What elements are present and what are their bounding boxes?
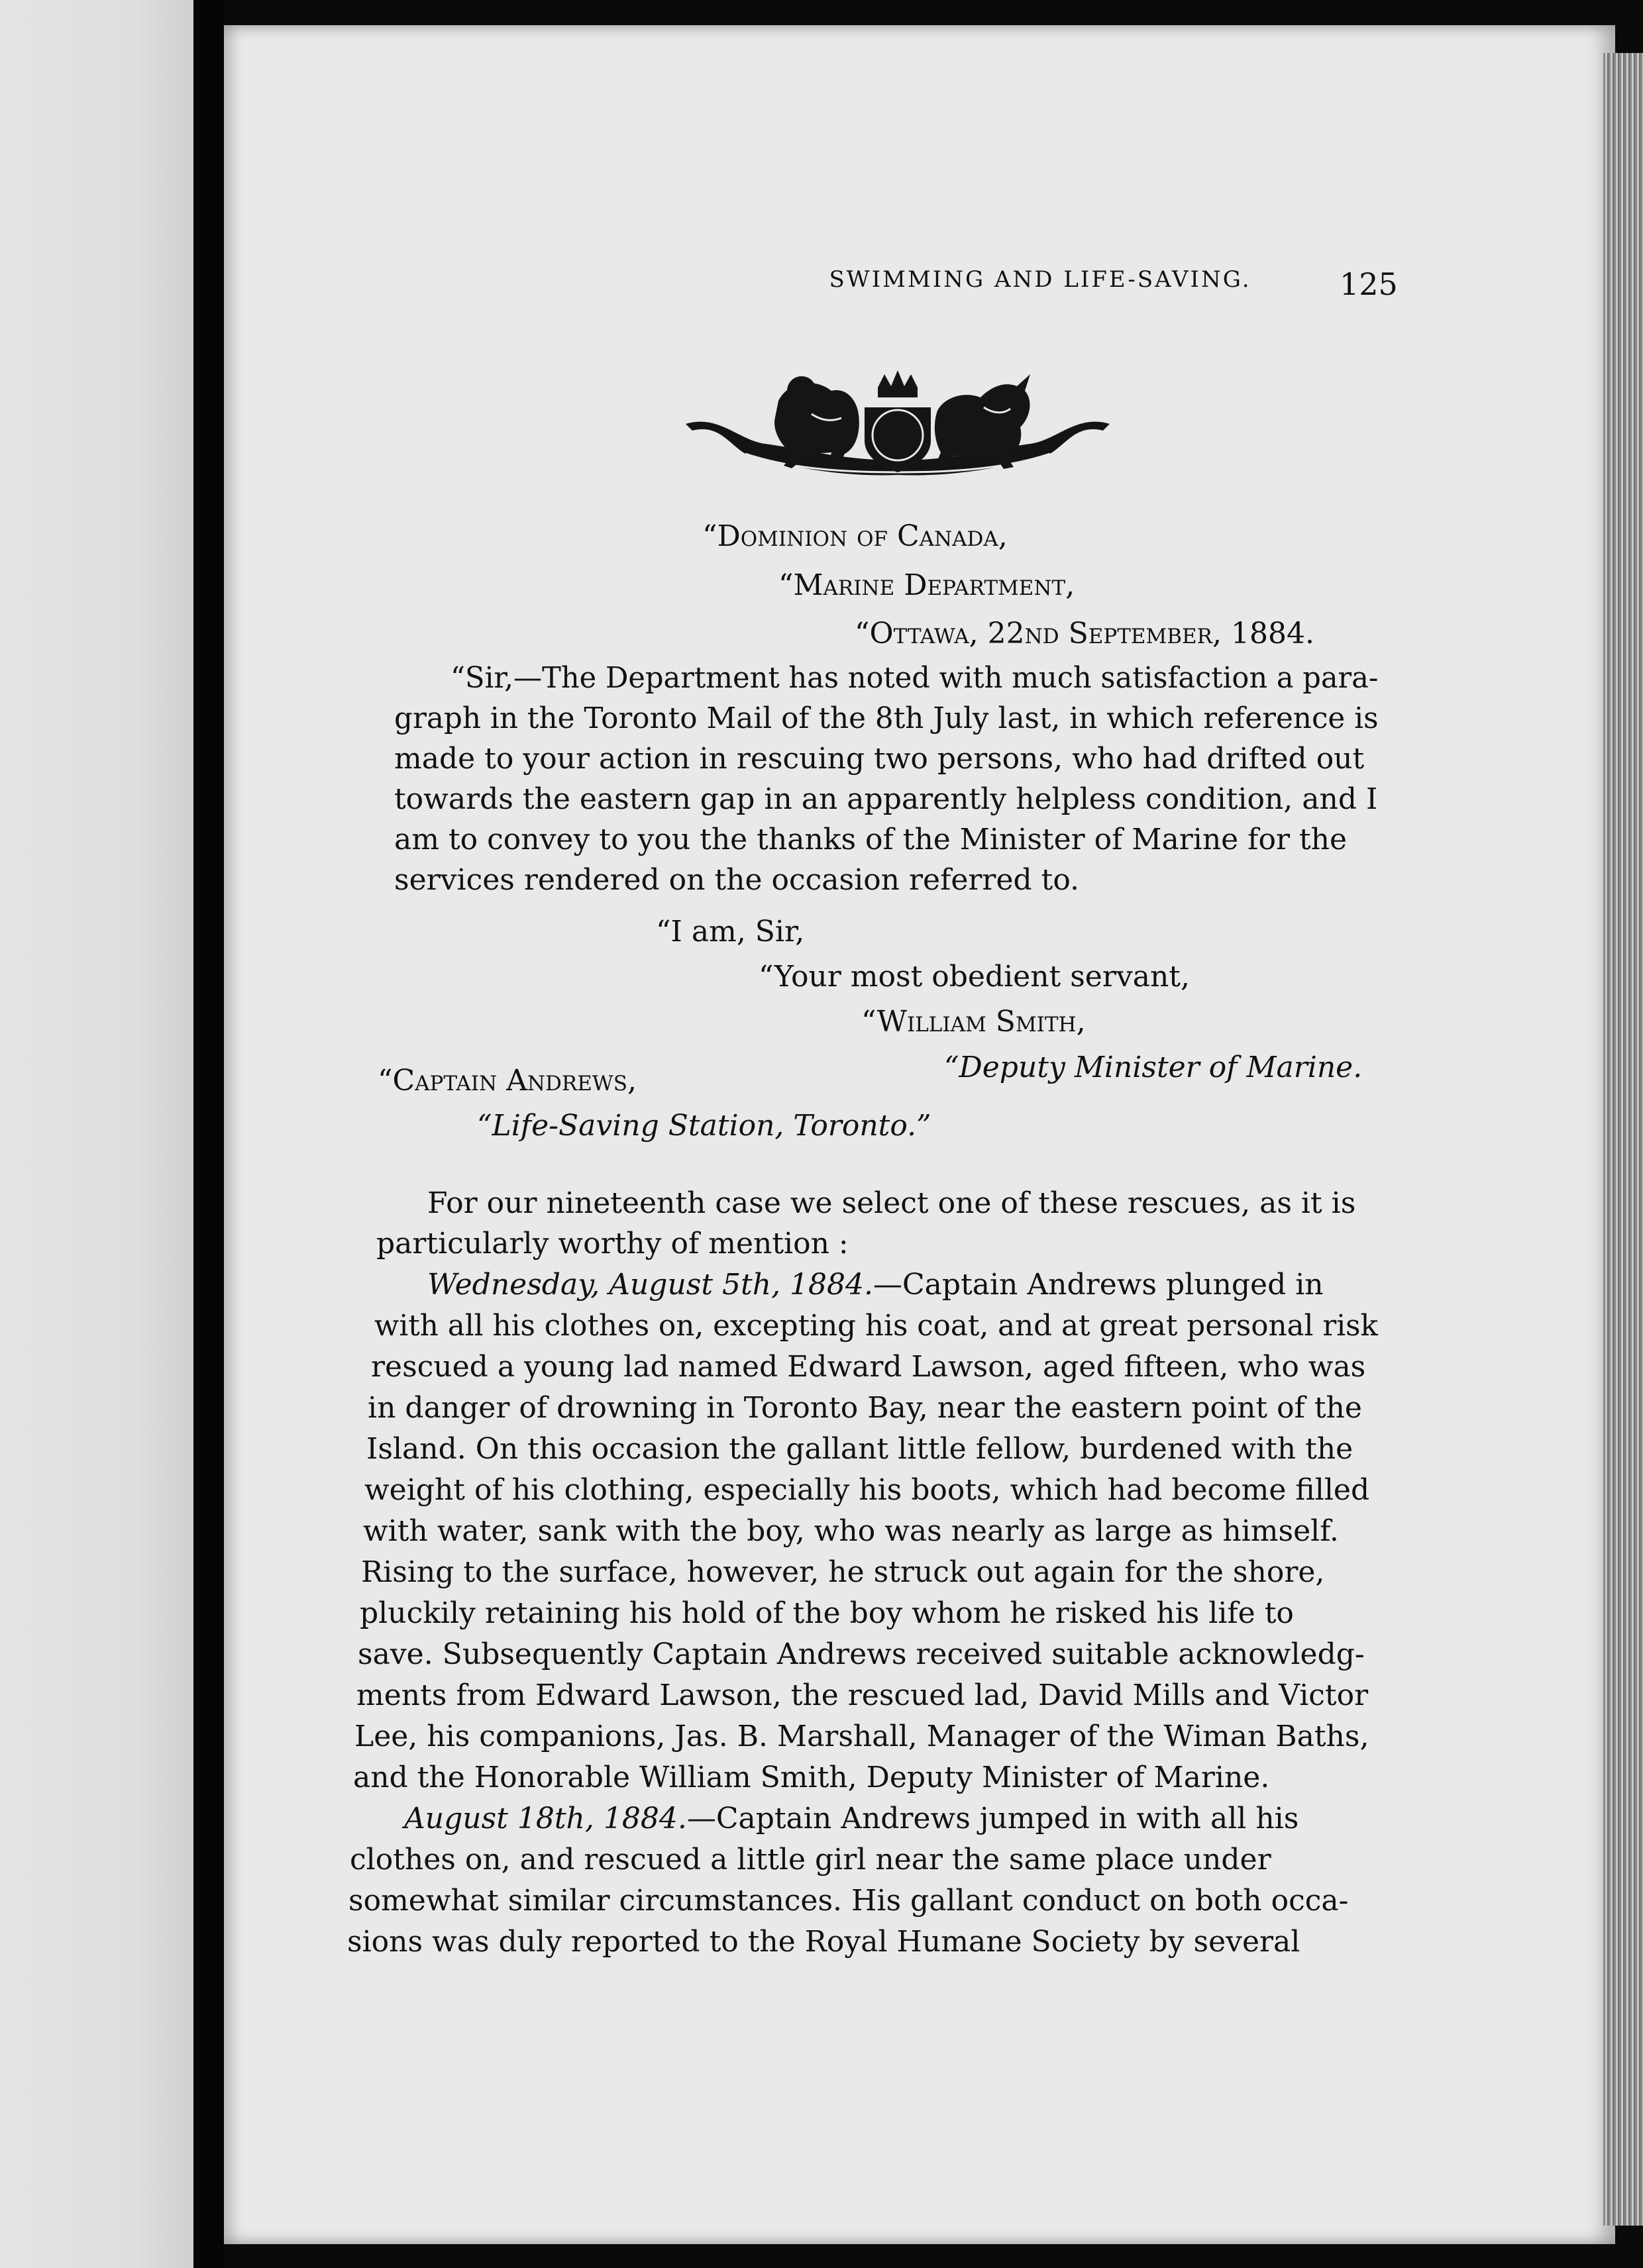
narrative-line: particularly worthy of mention :	[376, 1227, 849, 1261]
narrative-line: with water, sank with the boy, who was nearly as large as himself.	[363, 1514, 1339, 1548]
page-stack-edge	[1603, 53, 1643, 2226]
narrative-line: For our nineteenth case we select one of these rescues, as it is	[427, 1186, 1356, 1220]
narrative-line: save. Subsequently Captain Andrews received suitable acknowledg-	[358, 1637, 1365, 1671]
letter-body-line: am to convey to you the thanks of the Minister of Marine for the	[394, 823, 1348, 856]
address-line-1: “Dominion of Canada,	[702, 519, 1008, 553]
narrative-line: ments from Edward Lawson, the rescued lad, David Mills and Victor	[356, 1678, 1369, 1712]
narrative-line: somewhat similar circumstances. His gallant conduct on both occa-	[348, 1884, 1349, 1918]
facing-page-edge	[0, 0, 193, 2268]
address-line-2: “Marine Department,	[778, 568, 1075, 602]
address-line-3: “Ottawa, 22nd September, 1884.	[855, 617, 1314, 650]
closing-line-2: “Your most obedient servant,	[759, 960, 1190, 994]
book-gutter	[193, 0, 224, 2268]
narrative-line: pluckily retaining his hold of the boy whom he risked his life to	[360, 1596, 1294, 1630]
letter-body-line: made to your action in rescuing two persons, who had drifted out	[394, 742, 1365, 776]
letter-body-line: towards the eastern gap in an apparently helpless condition, and I	[394, 782, 1378, 816]
closing-line-1: “I am, Sir,	[656, 915, 805, 949]
signature-title: “Deputy Minister of Marine.	[944, 1051, 1363, 1084]
narrative-line: weight of his clothing, especially his boots, which had become filled	[364, 1473, 1370, 1507]
signature-name: “William Smith,	[861, 1005, 1086, 1039]
letter-body-line: “Sir,—The Department has noted with much satisfaction a para-	[450, 661, 1379, 695]
narrative-line: with all his clothes on, excepting his coat, and at great personal risk	[374, 1309, 1378, 1343]
narrative-line: in danger of drowning in Toronto Bay, near the eastern point of the	[368, 1391, 1362, 1425]
royal-coat-of-arms-icon	[679, 361, 1116, 493]
narrative-line-dated: August 18th, 1884.—Captain Andrews jumped in with all his	[404, 1802, 1299, 1835]
letter-body-line: graph in the Toronto Mail of the 8th July last, in which reference is	[394, 701, 1379, 735]
narrative-line: sions was duly reported to the Royal Humane Society by several	[347, 1925, 1300, 1959]
narrative-line: Island. On this occasion the gallant little fellow, burdened with the	[366, 1432, 1353, 1466]
running-header: SWIMMING AND LIFE-SAVING.	[829, 266, 1251, 293]
narrative-line: rescued a young lad named Edward Lawson, aged fifteen, who was	[371, 1350, 1366, 1384]
narrative-line: clothes on, and rescued a little girl near the same place under	[350, 1843, 1271, 1877]
narrative-line: and the Honorable William Smith, Deputy Minister of Marine.	[353, 1761, 1270, 1794]
recipient-name: “Captain Andrews,	[378, 1064, 637, 1098]
recipient-location: “Life-Saving Station, Toronto.”	[477, 1109, 931, 1143]
narrative-line: Rising to the surface, however, he struck out again for the shore,	[361, 1555, 1325, 1589]
letter-body-line: services rendered on the occasion referred to.	[394, 863, 1080, 897]
narrative-line: Lee, his companions, Jas. B. Marshall, Manager of the Wiman Baths,	[354, 1720, 1369, 1753]
narrative-line-dated: Wednesday, August 5th, 1884.—Captain Andrews plunged in	[427, 1268, 1324, 1302]
page-number: 125	[1340, 266, 1398, 302]
